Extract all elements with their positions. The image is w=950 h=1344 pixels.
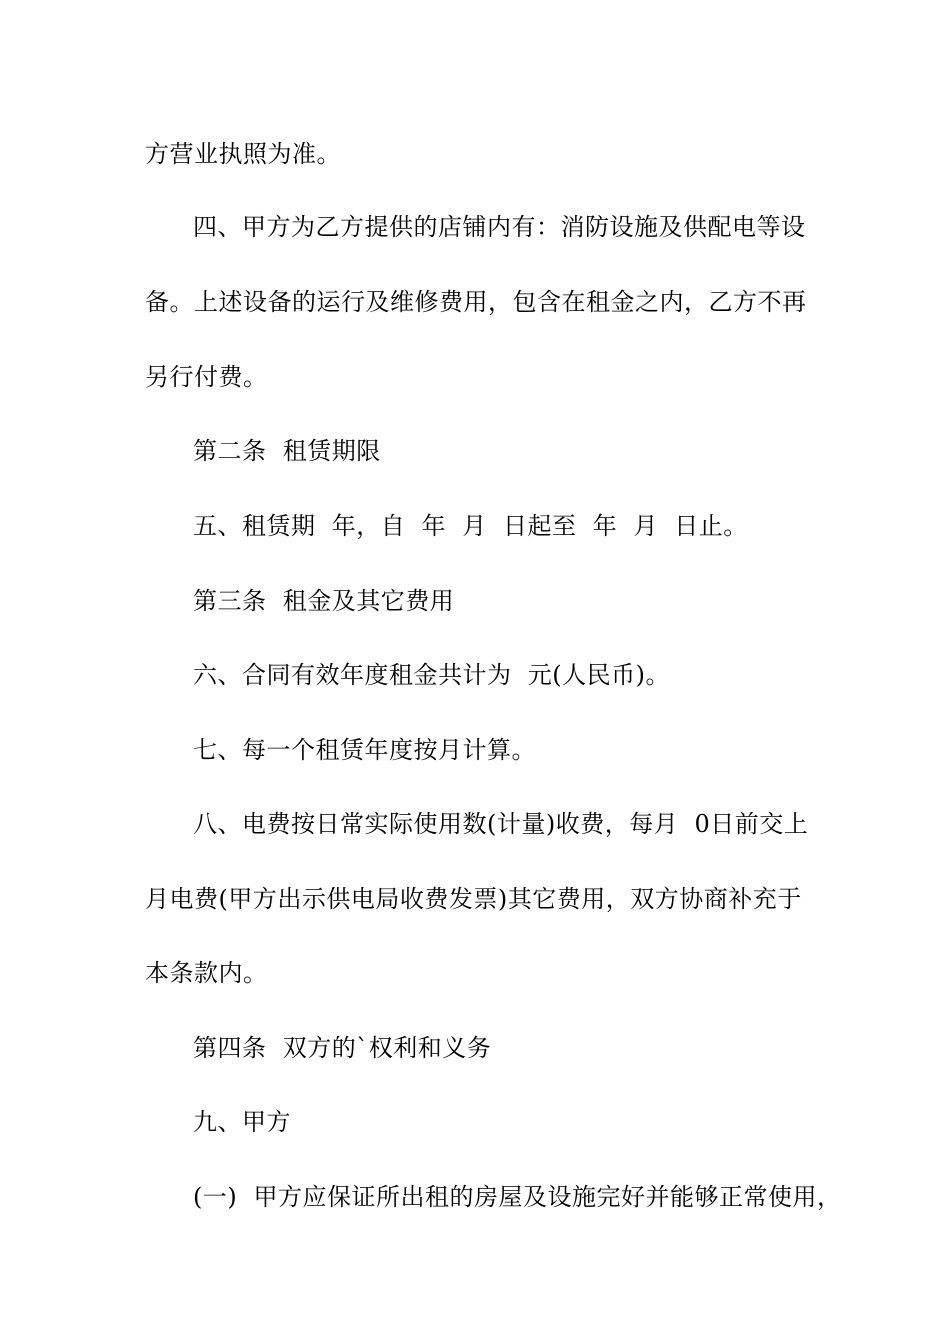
clause-8-line: 八、电费按日常实际使用数(计量)收费，每月 0日前交上 <box>193 810 809 838</box>
clause-6-line: 六、合同有效年度租金共计为 元(人民币)。 <box>193 661 670 689</box>
article-3-heading: 第三条 租金及其它费用 <box>193 587 455 615</box>
sub-clause-1-line: (一) 甲方应保证所出租的房屋及设施完好并能够正常使用， <box>193 1183 842 1211</box>
article-4-heading: 第四条 双方的`权利和义务 <box>193 1034 492 1062</box>
clause-4-line: 四、甲方为乙方提供的店铺内有：消防设施及供配电等设 <box>193 213 806 241</box>
paragraph-line: 另行付费。 <box>145 363 268 391</box>
paragraph-line: 备。上述设备的运行及维修费用，包含在租金之内，乙方不再 <box>145 288 807 316</box>
clause-5-line: 五、租赁期 年，自 年 月 日起至 年 月 日止。 <box>193 512 748 540</box>
paragraph-line: 本条款内。 <box>145 959 268 987</box>
paragraph-line: 月电费(甲方出示供电局收费发票)其它费用，双方协商补充于 <box>145 885 802 913</box>
article-2-heading: 第二条 租赁期限 <box>193 437 381 465</box>
paragraph-line: 方营业执照为准。 <box>145 140 341 168</box>
clause-9-line: 九、甲方 <box>193 1108 291 1136</box>
clause-7-line: 七、每一个租赁年度按月计算。 <box>193 736 536 764</box>
